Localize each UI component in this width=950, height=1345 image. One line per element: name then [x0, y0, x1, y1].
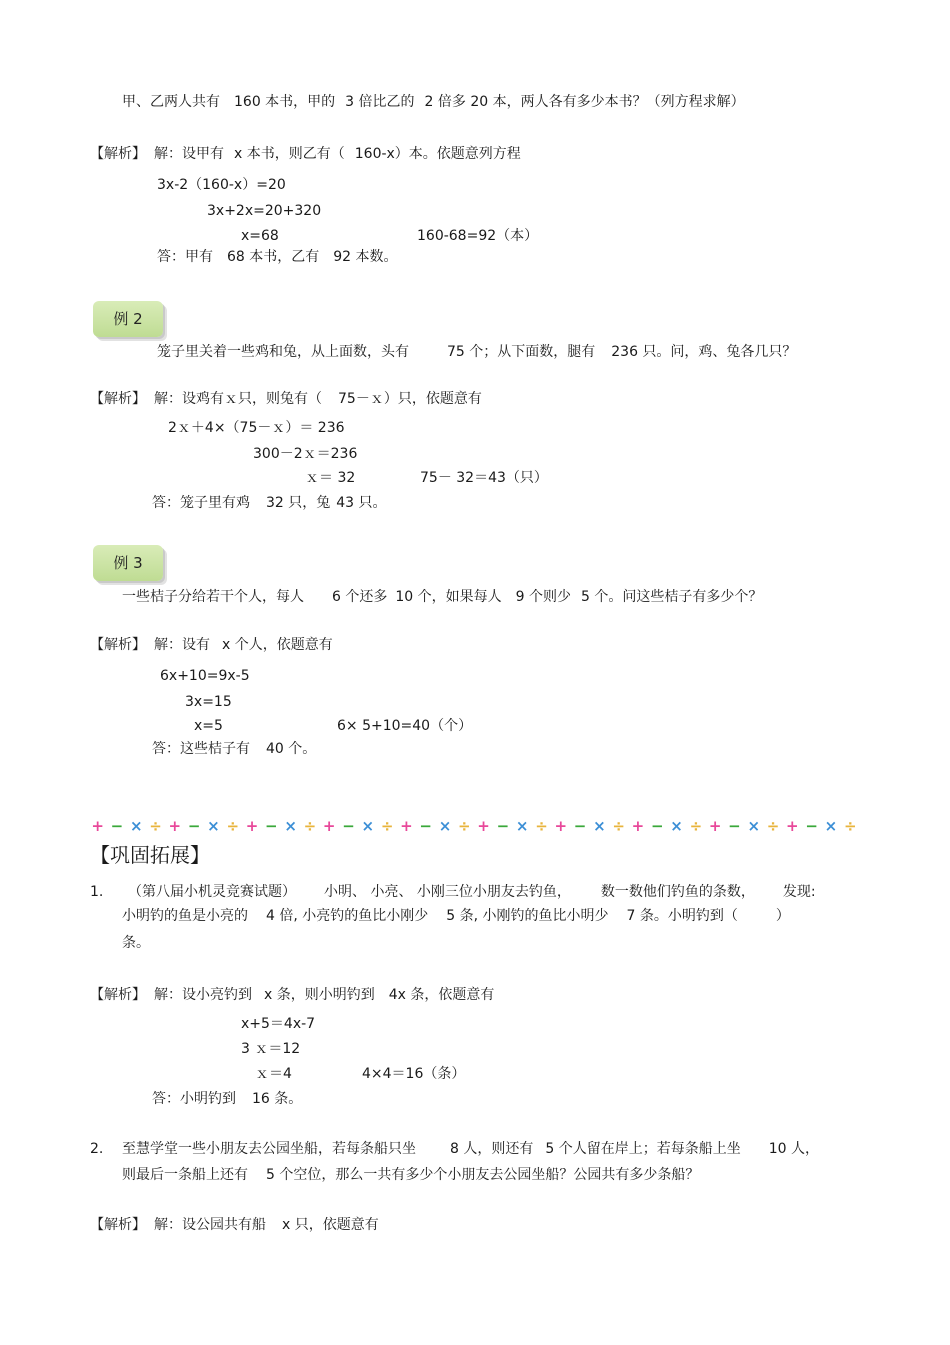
- equation-step: 3 ｘ＝12: [241, 1041, 301, 1057]
- solution-intro: 【解析】 解：设鸡有ｘ只，则兔有（ 75－ｘ）只，依题意有: [90, 391, 482, 407]
- equation-check: 75－ 32＝43（只）: [420, 470, 548, 486]
- divider-symbol: ×: [515, 817, 529, 835]
- divider-symbol: +: [245, 817, 259, 835]
- equation-step: 2ｘ＋4×（75－ｘ）＝ 236: [168, 420, 345, 436]
- analysis-tag: 【解析】: [90, 391, 146, 407]
- divider-symbol: +: [554, 817, 568, 835]
- equation-check: 6× 5+10=40（个）: [337, 718, 473, 734]
- equation-check: 4×4＝16（条）: [362, 1066, 466, 1082]
- analysis-tag: 【解析】: [90, 637, 146, 653]
- divider-symbol: −: [110, 817, 124, 835]
- divider-symbol: +: [322, 817, 336, 835]
- divider-symbol: ÷: [226, 817, 240, 835]
- divider-symbol: ÷: [149, 817, 162, 835]
- divider-symbol: ×: [129, 817, 143, 835]
- divider-symbol: ÷: [458, 817, 471, 835]
- problem-question-cont: 小明钓的鱼是小亮的 4 倍, 小亮钓的鱼比小刚少 5 条, 小刚钓的鱼比小明少 7 条。小明钓到（ ）: [122, 908, 790, 924]
- equation-step: 300－2ｘ＝236: [253, 446, 358, 462]
- section-title: 【巩固拓展】: [90, 843, 210, 867]
- solution-intro: 【解析】 解：设公园共有船 x 只，依题意有: [90, 1217, 379, 1233]
- divider-symbol: ×: [207, 817, 220, 835]
- equation-step: 3x-2（160-x）=20: [157, 177, 286, 193]
- divider-symbol: +: [786, 817, 799, 835]
- divider-symbol: ×: [747, 817, 761, 835]
- divider-symbol: +: [400, 817, 413, 835]
- problem-question: 一些桔子分给若干个人，每人 6 个还多 10 个，如果每人 9 个则少 5 个。问这些桔子有多少个？: [122, 589, 763, 605]
- divider-symbol: −: [805, 817, 818, 835]
- divider-symbol: −: [496, 817, 510, 835]
- divider-symbol: ×: [438, 817, 452, 835]
- divider-symbol: ×: [361, 817, 375, 835]
- divider-symbol: ÷: [380, 817, 394, 835]
- divider-symbol: −: [342, 817, 355, 835]
- answer: 答：笼子里有鸡 32 只，兔 43 只。: [152, 495, 387, 511]
- example-badge: 例 2: [93, 301, 163, 337]
- problem-question-cont: 则最后一条船上还有 5 个空位，那么一共有多少个小朋友去公园坐船？公园共有多少条船？: [122, 1167, 700, 1183]
- divider-symbol: ÷: [612, 817, 625, 835]
- divider-symbol: −: [187, 817, 201, 835]
- divider-symbol: +: [477, 817, 490, 835]
- divider-symbol: ÷: [689, 817, 703, 835]
- problem-question: （第八届小机灵竞赛试题） 小明、 小亮、 小刚三位小朋友去钓鱼， 数一数他们钓鱼的条数， 发现:: [128, 884, 816, 900]
- divider-symbol: ÷: [766, 817, 780, 835]
- equation-step: 6x+10=9x-5: [160, 668, 250, 684]
- solution-intro: 【解析】 解：设小亮钓到 x 条，则小明钓到 4x 条，依题意有: [90, 987, 495, 1003]
- divider-symbol: +: [708, 817, 722, 835]
- divider-symbol: −: [650, 817, 664, 835]
- equation-step: ｘ＝ 32: [305, 470, 356, 486]
- divider-symbol: ÷: [535, 817, 548, 835]
- divider-symbol: +: [91, 817, 104, 835]
- example-badge: 例 3: [93, 545, 163, 581]
- problem-number: 2.: [90, 1141, 104, 1157]
- divider-symbol: ÷: [843, 817, 857, 835]
- divider-symbol: ×: [670, 817, 683, 835]
- divider-symbol: ÷: [303, 817, 317, 835]
- analysis-tag: 【解析】: [90, 146, 146, 162]
- problem-number: 1.: [90, 884, 104, 900]
- divider-symbol: −: [728, 817, 741, 835]
- equation-step: 3x=15: [185, 694, 232, 710]
- answer: 答：甲有 68 本书，乙有 92 本数。: [157, 249, 398, 265]
- equation-step: x=5: [194, 718, 223, 734]
- divider-symbol: +: [631, 817, 645, 835]
- solution-intro: 【解析】 解：设有 x 个人，依题意有: [90, 637, 333, 653]
- analysis-tag: 【解析】: [90, 1217, 146, 1233]
- equation-step: x=68: [241, 228, 279, 244]
- equation-check: 160-68=92（本）: [417, 228, 539, 244]
- equation-step: x+5＝4x-7: [241, 1016, 316, 1032]
- divider-symbol: −: [573, 817, 587, 835]
- analysis-tag: 【解析】: [90, 987, 146, 1003]
- divider-symbol: −: [419, 817, 432, 835]
- answer: 答：这些桔子有 40 个。: [152, 741, 317, 757]
- equation-step: ｘ＝4: [255, 1066, 292, 1082]
- divider-symbol: ×: [284, 817, 297, 835]
- problem-question: 甲、乙两人共有 160 本书，甲的 3 倍比乙的 2 倍多 20 本，两人各有多少本书？（列方程求解）: [122, 94, 745, 110]
- problem-question: 至慧学堂一些小朋友去公园坐船，若每条船只坐 8 人，则还有 5 个人留在岸上；若每条船上坐 10 人，: [122, 1141, 819, 1157]
- equation-step: 3x+2x=20+320: [207, 203, 322, 219]
- divider-symbol: +: [168, 817, 182, 835]
- divider-symbol: ×: [593, 817, 606, 835]
- problem-question: 笼子里关着一些鸡和兔，从上面数，头有 75 个；从下面数，腿有 236 只。问，鸡、兔各几只？: [157, 344, 797, 360]
- answer: 答：小明钓到 16 条。: [152, 1091, 303, 1107]
- divider-symbol: −: [265, 817, 278, 835]
- math-symbol-divider: [88, 815, 860, 837]
- divider-symbol: ×: [824, 817, 838, 835]
- solution-intro: 【解析】 解：设甲有 x 本书，则乙有（ 160-x）本。依题意列方程: [90, 146, 521, 162]
- problem-question-cont: 条。: [122, 935, 150, 951]
